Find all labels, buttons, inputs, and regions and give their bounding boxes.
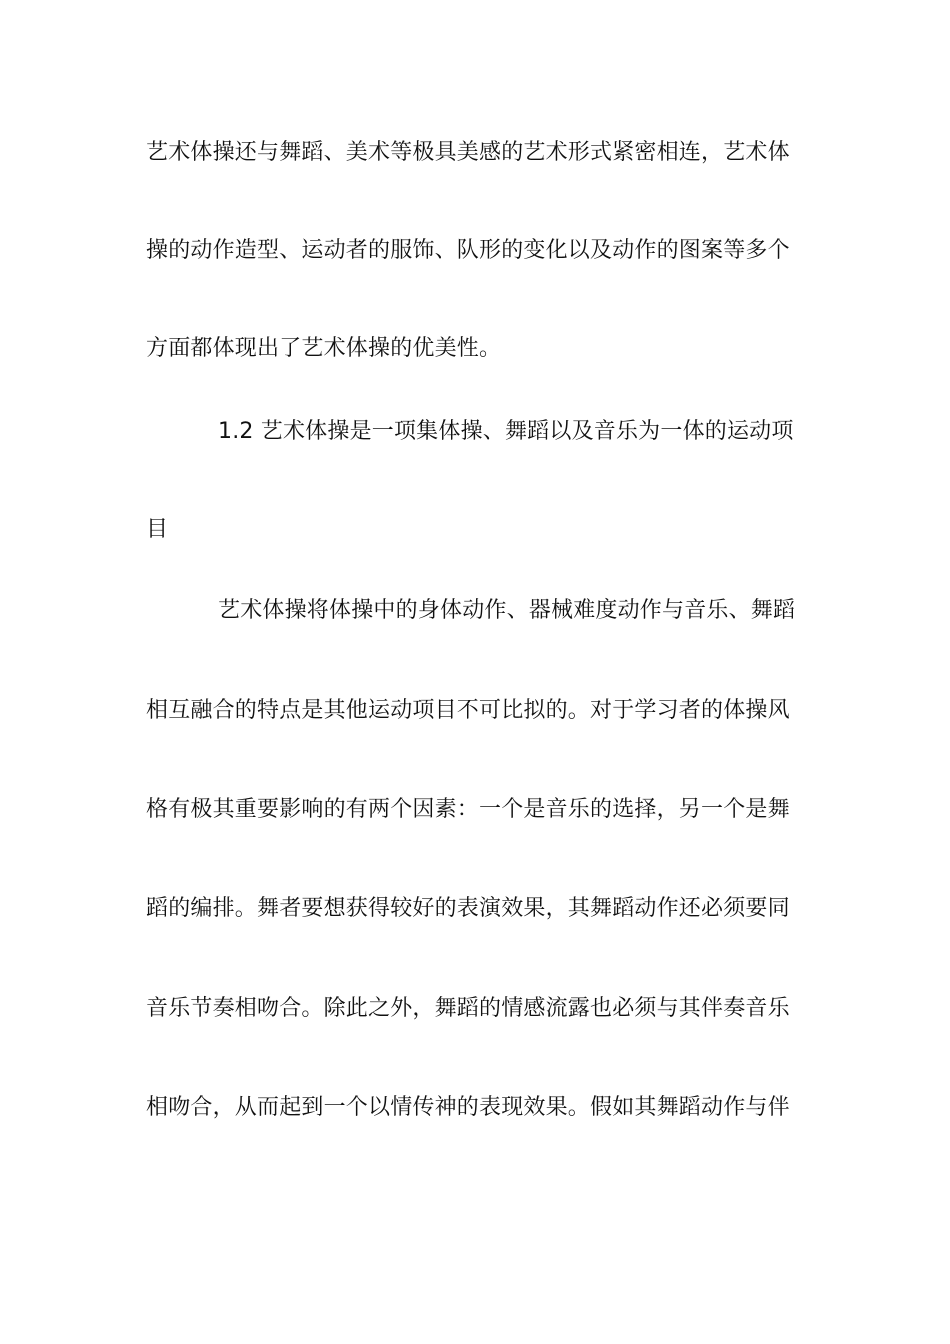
paragraph-line: 操的动作造型、运动者的服饰、队形的变化以及动作的图案等多个 bbox=[146, 238, 790, 263]
paragraph-line: 艺术体操将体操中的身体动作、器械难度动作与音乐、舞蹈 bbox=[218, 598, 796, 623]
paragraph-line: 相吻合，从而起到一个以情传神的表现效果。假如其舞蹈动作与伴 bbox=[146, 1095, 790, 1120]
paragraph-line: 格有极其重要影响的有两个因素：一个是音乐的选择，另一个是舞 bbox=[146, 797, 790, 822]
paragraph-line: 相互融合的特点是其他运动项目不可比拟的。对于学习者的体操风 bbox=[146, 698, 790, 723]
paragraph-line: 音乐节奏相吻合。除此之外，舞蹈的情感流露也必须与其伴奏音乐 bbox=[146, 996, 790, 1021]
section-heading-line: 1.2 艺术体操是一项集体操、舞蹈以及音乐为一体的运动项 bbox=[218, 419, 794, 444]
paragraph-line: 蹈的编排。舞者要想获得较好的表演效果，其舞蹈动作还必须要同 bbox=[146, 896, 790, 921]
paragraph-line: 方面都体现出了艺术体操的优美性。 bbox=[146, 336, 502, 361]
section-heading-line: 目 bbox=[146, 517, 169, 542]
paragraph-line: 艺术体操还与舞蹈、美术等极具美感的艺术形式紧密相连，艺术体 bbox=[146, 140, 790, 165]
